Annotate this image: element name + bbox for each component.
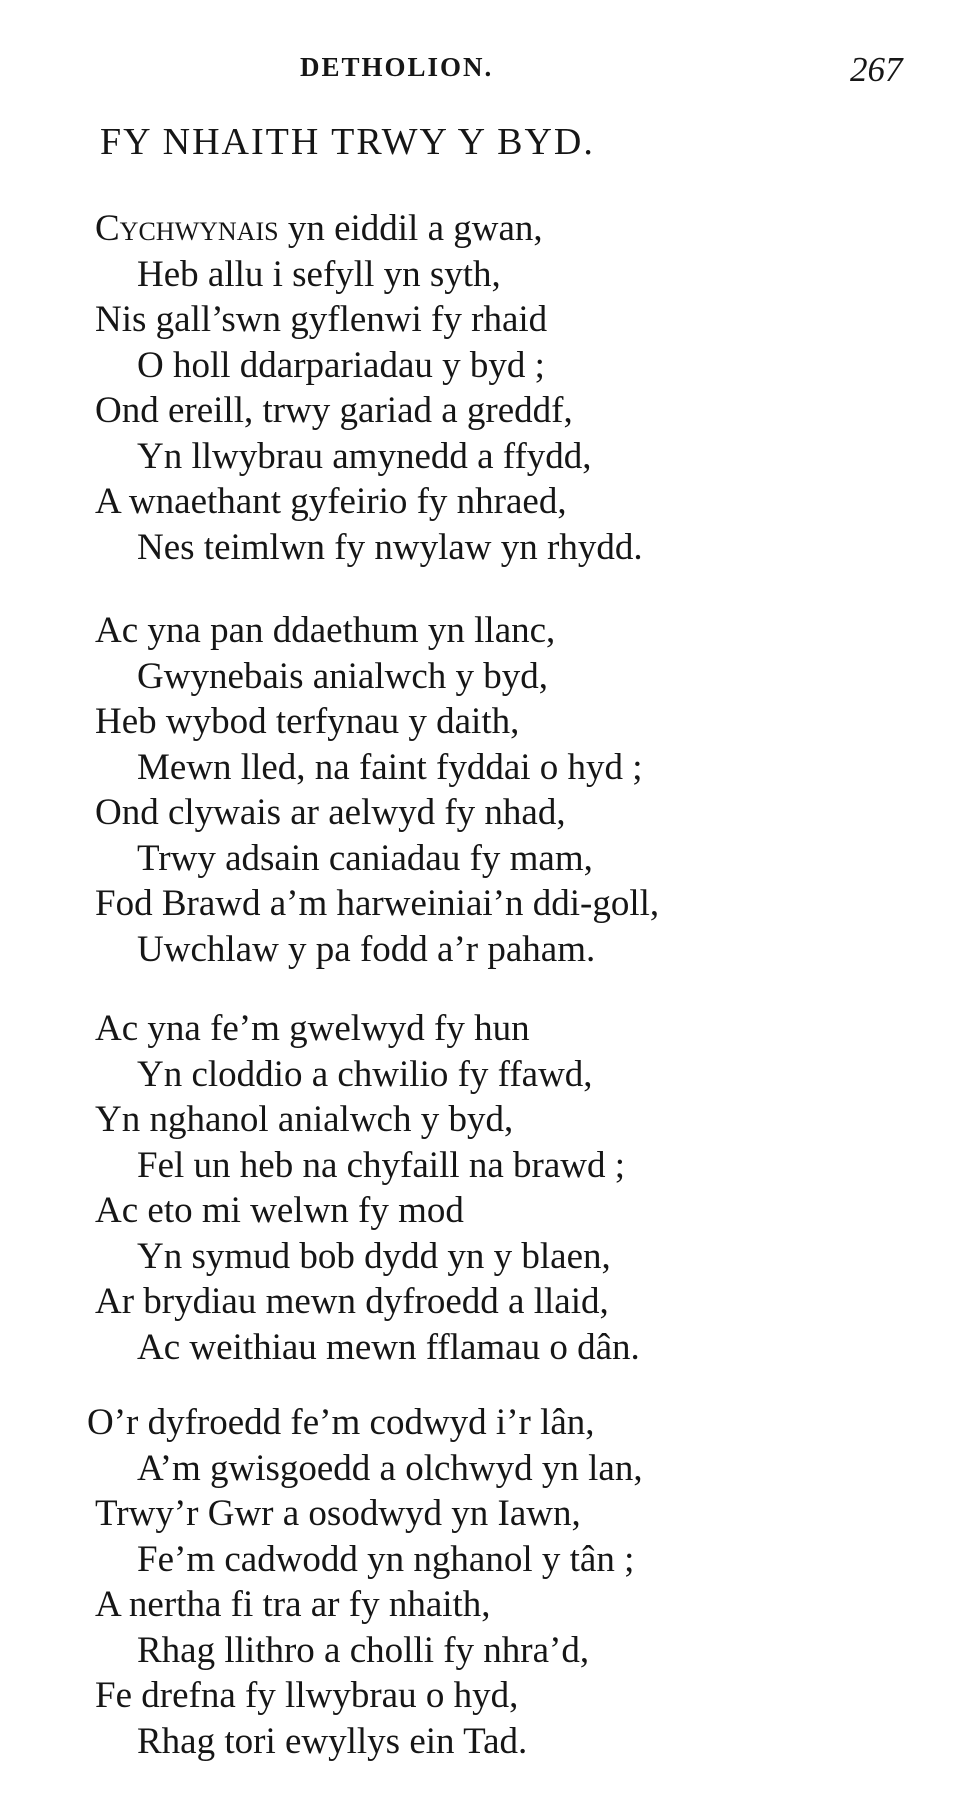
poem-line: Fe drefna fy llwybrau o hyd, (95, 1675, 519, 1716)
poem-line: Ac yna pan ddaethum yn llanc, (95, 610, 556, 651)
poem-line: Ar brydiau mewn dyfroedd a llaid, (95, 1281, 609, 1322)
poem-line: Mewn lled, na faint fyddai o hyd ; (137, 746, 643, 788)
poem-line: A’m gwisgoedd a olchwyd yn lan, (137, 1447, 643, 1489)
poem-line: Yn nghanol anialwch y byd, (95, 1099, 514, 1140)
poem-line: Ond clywais ar aelwyd fy nhad, (95, 792, 566, 833)
poem-line: Heb allu i sefyll yn syth, (137, 253, 501, 295)
poem-line: Yn symud bob dydd yn y blaen, (137, 1235, 611, 1277)
poem-line: Nes teimlwn fy nwylaw yn rhydd. (137, 526, 643, 568)
page-number: 267 (850, 50, 903, 89)
poem-line: Trwy adsain caniadau fy mam, (137, 837, 593, 879)
poem-line-text: yn eiddil a gwan, (287, 208, 543, 249)
poem-line: O holl ddarpariadau y byd ; (137, 344, 545, 386)
opening-word: Cychwynais (95, 208, 279, 249)
poem-line: Yn cloddio a chwilio fy ffawd, (137, 1053, 593, 1095)
stanza-1 (95, 206, 935, 570)
poem-line: Rhag llithro a cholli fy nhra’d, (137, 1629, 590, 1671)
stanza-3 (95, 1006, 935, 1370)
running-title: DETHOLION. (300, 52, 494, 82)
poem-line: Ond ereill, trwy gariad a greddf, (95, 390, 573, 431)
poem-line: A nertha fi tra ar fy nhaith, (95, 1584, 491, 1625)
poem-title: FY NHAITH TRWY Y BYD. (100, 121, 595, 163)
poem-line: O’r dyfroedd fe’m codwyd i’r lân, (87, 1402, 595, 1443)
poem-line: Heb wybod terfynau y daith, (95, 701, 520, 742)
poem-line: Rhag tori ewyllys ein Tad. (137, 1720, 528, 1762)
poem-line: Trwy’r Gwr a osodwyd yn Iawn, (95, 1493, 581, 1534)
stanza-4 (87, 1400, 935, 1764)
poem-line: Ac eto mi welwn fy mod (95, 1190, 464, 1231)
poem-line: Ac weithiau mewn fflamau o dân. (137, 1326, 640, 1368)
poem-line: Yn llwybrau amynedd a ffydd, (137, 435, 592, 477)
poem-line: Gwynebais anialwch y byd, (137, 655, 549, 697)
poem-line (95, 206, 935, 252)
stanza-2 (95, 608, 935, 972)
running-header (0, 52, 970, 92)
poem-line: Fel un heb na chyfaill na brawd ; (137, 1144, 626, 1186)
poem-line: Fe’m cadwodd yn nghanol y tân ; (137, 1538, 635, 1580)
poem-line: Ac yna fe’m gwelwyd fy hun (95, 1008, 530, 1049)
poem-line: Uwchlaw y pa fodd a’r paham. (137, 928, 596, 970)
poem-line: Fod Brawd a’m harweiniai’n ddi-goll, (95, 883, 660, 924)
poem-line: Nis gall’swn gyflenwi fy rhaid (95, 299, 548, 340)
poem-line: A wnaethant gyfeirio fy nhraed, (95, 481, 567, 522)
